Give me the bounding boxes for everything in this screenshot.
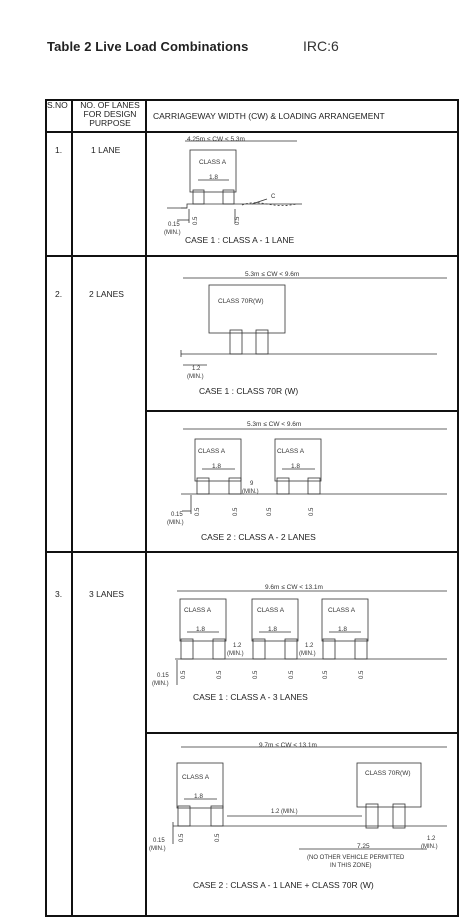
d4-mid-min-1: (MIN.): [227, 651, 244, 657]
header-lanes-line3: PURPOSE: [89, 118, 131, 128]
d3-cw: 5.3m ≤ CW < 9.6m: [247, 421, 302, 428]
d5-mid: 1.2 (MIN.): [271, 809, 298, 815]
d4-gap-2: 0.5: [217, 670, 223, 679]
d4-axle-1: 1.8: [196, 626, 206, 633]
d4-vehicle-3: CLASS A: [328, 607, 356, 614]
d4-kerb-min: (MIN.): [152, 681, 169, 687]
d4-gap-4: 0.5: [289, 670, 295, 679]
d4-vehicle-2: CLASS A: [257, 607, 285, 614]
d5-gap-1: 0.5: [179, 833, 185, 842]
row-1-lanes: 1 LANE: [91, 145, 121, 155]
d2-vehicle: CLASS 70R(W): [218, 298, 264, 305]
d5-vehicle-b: CLASS 70R(W): [365, 770, 411, 777]
diagram-class-a-2-lanes: [147, 412, 457, 552]
d2-cw: 5.3m ≤ CW < 9.6m: [245, 271, 300, 278]
d5-gap-2: 0.5: [215, 833, 221, 842]
d3-kerb-min: (MIN.): [167, 520, 184, 526]
d2-caption: CASE 1 : CLASS 70R (W): [199, 386, 299, 396]
d3-vehicle-2: CLASS A: [277, 448, 305, 455]
d3-gap-3: 0.5: [267, 507, 273, 516]
d5-zone: 7.25: [357, 843, 370, 850]
d1-gap-left: 0.5: [193, 216, 199, 225]
diagram-class-a-3-lanes: [147, 575, 457, 730]
d4-axle-3: 1.8: [338, 626, 348, 633]
d1-axle: 1.8: [209, 174, 219, 181]
d3-gap-1: 0.5: [195, 507, 201, 516]
d4-gap-6: 0.5: [359, 670, 365, 679]
diagram-class-70r: [147, 258, 457, 410]
header-lanes-line1: NO. OF LANES: [80, 100, 140, 110]
header-arrangement: CARRIAGEWAY WIDTH (CW) & LOADING ARRANGEMENT: [153, 111, 385, 121]
d5-kerb-min: (MIN.): [149, 846, 166, 852]
d5-right: 1.2: [427, 836, 436, 842]
d4-gap-3: 0.5: [253, 670, 259, 679]
row-3-sno: 3.: [55, 589, 63, 599]
d3-gap-2: 0.5: [233, 507, 239, 516]
d5-right-min: (MIN.): [421, 844, 438, 850]
row-2-sno: 2.: [55, 289, 63, 299]
d1-gap-right: 0.5: [235, 216, 241, 225]
d4-gap-1: 0.5: [181, 670, 187, 679]
d4-gap-5: 0.5: [323, 670, 329, 679]
d3-caption: CASE 2 : CLASS A - 2 LANES: [201, 532, 316, 542]
diagram-class-a-plus-70r: [147, 736, 457, 914]
d3-gap-4: 0.5: [309, 507, 315, 516]
header-lanes: [74, 101, 146, 128]
d5-caption: CASE 2 : CLASS A - 1 LANE + CLASS 70R (W): [193, 880, 374, 890]
d1-kerb-min: (MIN.): [164, 230, 181, 236]
d4-mid-1: 1.2: [233, 643, 242, 649]
d3-mid-min: (MIN.): [242, 489, 259, 495]
d1-caption: CASE 1 : CLASS A - 1 LANE: [185, 235, 295, 245]
d4-cw: 9.6m ≤ CW < 13.1m: [265, 584, 323, 591]
table-title: Table 2 Live Load Combinations: [47, 39, 249, 54]
d1-mark: C: [271, 194, 276, 200]
standard-code: IRC:6: [303, 38, 339, 54]
d5-kerb: 0.15: [153, 838, 165, 844]
diagram-class-a-1-lane: [147, 133, 457, 255]
d3-axle-1: 1.8: [212, 463, 222, 470]
d1-cw: 4.25m ≤ CW < 5.3m: [187, 136, 245, 143]
header-sno: S.NO: [47, 100, 68, 110]
d3-axle-2: 1.8: [291, 463, 301, 470]
d5-cw: 9.7m ≤ CW < 13.1m: [259, 742, 317, 749]
d4-axle-2: 1.8: [268, 626, 278, 633]
header-lanes-line2: FOR DESIGN: [83, 109, 137, 119]
d4-kerb: 0.15: [157, 673, 169, 679]
row-2-lanes: 2 LANES: [89, 289, 124, 299]
d5-zone-note-2: IN THIS ZONE): [330, 863, 372, 869]
d4-mid-2: 1.2: [305, 643, 314, 649]
d5-axle: 1.8: [194, 793, 204, 800]
d2-clear: 1.2: [192, 366, 201, 372]
row-3-lanes: 3 LANES: [89, 589, 124, 599]
d3-vehicle-1: CLASS A: [198, 448, 226, 455]
d3-mid: 9: [250, 481, 254, 487]
d4-caption: CASE 1 : CLASS A - 3 LANES: [193, 692, 308, 702]
d1-kerb: 0.15: [168, 222, 180, 228]
d4-vehicle-1: CLASS A: [184, 607, 212, 614]
d2-clear-min: (MIN.): [187, 374, 204, 380]
row-1-sno: 1.: [55, 145, 63, 155]
d3-kerb: 0.15: [171, 512, 183, 518]
d4-mid-min-2: (MIN.): [299, 651, 316, 657]
d5-zone-note-1: (NO OTHER VEHICLE PERMITTED: [307, 855, 405, 861]
d5-vehicle-a: CLASS A: [182, 774, 210, 781]
d1-vehicle: CLASS A: [199, 159, 227, 166]
